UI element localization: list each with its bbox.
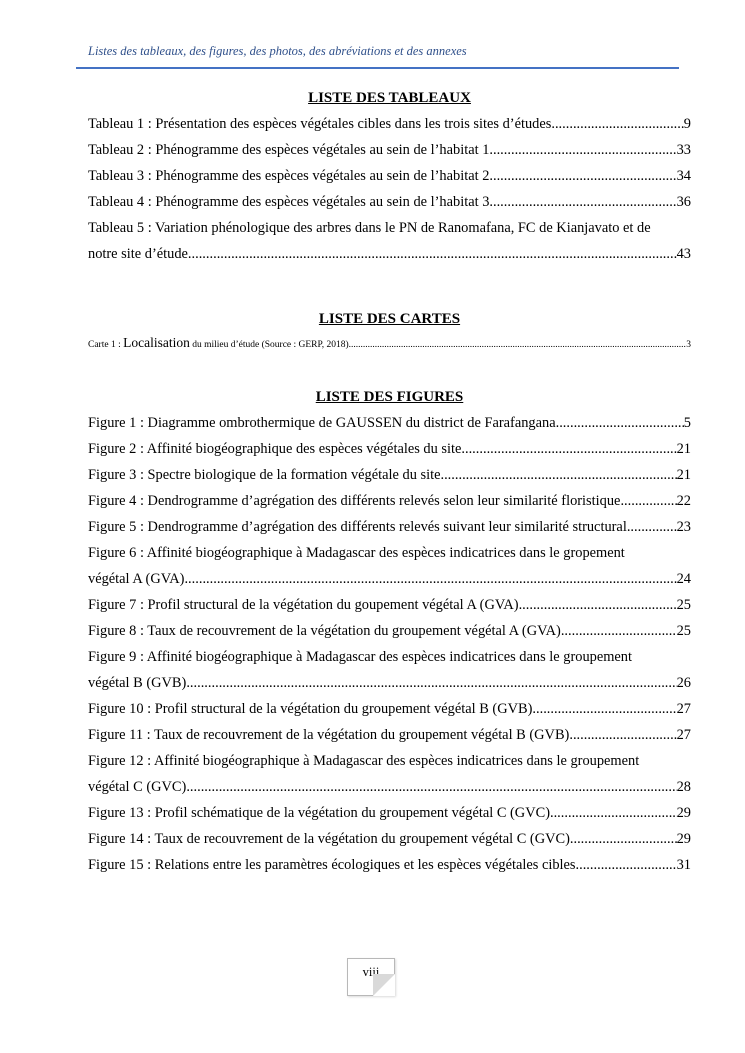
leader-dots: [532, 696, 676, 722]
toc-entry-tableau-1[interactable]: [88, 111, 691, 137]
page-content: [88, 88, 691, 878]
toc-entry-figure-10[interactable]: [88, 696, 691, 722]
cartes-title: LISTE DES CARTES: [318, 311, 461, 327]
toc-entry-figure-7[interactable]: [88, 592, 691, 618]
tableaux-title: LISTE DES TABLEAUX: [308, 90, 471, 106]
leader-dots: [461, 436, 676, 462]
toc-entry-text: Figure 4 : Dendrogramme d’agrégation des différents relevés selon leur similarité floristique: [88, 493, 621, 509]
toc-entry-page: 5: [683, 415, 691, 431]
leader-dots: [489, 163, 676, 189]
toc-entry-emphasis: Localisation: [123, 335, 190, 350]
toc-entry-page: 27: [676, 701, 691, 717]
leader-dots: [188, 241, 677, 267]
toc-entry-prefix: Carte 1 :: [88, 340, 124, 350]
toc-entry-text: végétal C (GVC): [88, 779, 187, 795]
page-number: viii: [362, 965, 380, 979]
toc-entry-tableau-3[interactable]: [88, 163, 691, 189]
leader-dots: [576, 852, 677, 878]
toc-entry-rest: du milieu d’étude (Source : GERP, 2018): [189, 340, 349, 350]
toc-entry-text: Tableau 3 : Phénogramme des espèces végétales au sein de l’habitat 2: [88, 168, 490, 184]
toc-entry-page: 36: [676, 194, 691, 210]
page-fold-corner: [373, 974, 395, 996]
toc-entry-page: 21: [676, 467, 691, 483]
cartes-list: [88, 335, 691, 353]
toc-entry-text-line1: Figure 12 : Affinité biogéographique à Madagascar des espèces indicatrices dans le groupement: [88, 753, 640, 769]
figures-title: LISTE DES FIGURES: [315, 389, 464, 405]
toc-entry-page: 23: [676, 519, 691, 535]
toc-entry-text: Tableau 1 : Présentation des espèces végétales cibles dans les trois sites d’études: [88, 116, 552, 132]
toc-entry-page: 31: [676, 857, 691, 873]
toc-entry-text: Figure 7 : Profil structural de la végétation du goupement végétal A (GVA): [88, 597, 519, 613]
leader-dots: [556, 410, 684, 436]
toc-entry-tableau-4[interactable]: [88, 189, 691, 215]
toc-entry-text-line1: Tableau 5 : Variation phénologique des arbres dans le PN de Ranomafana, FC de Kianjavato et de: [88, 220, 651, 236]
toc-entry-text-line1: Figure 9 : Affinité biogéographique à Madagascar des espèces indicatrices dans le groupement: [88, 649, 632, 665]
toc-entry-page: 28: [676, 779, 691, 795]
toc-entry-text: végétal A (GVA): [88, 571, 185, 587]
leader-dots: [627, 514, 677, 540]
toc-entry-page: 29: [676, 805, 691, 821]
leader-dots: [489, 189, 676, 215]
header-rule: [76, 67, 679, 69]
leader-dots: [551, 111, 683, 137]
toc-entry-carte-1[interactable]: [88, 335, 691, 353]
toc-entry-figure-3[interactable]: [88, 462, 691, 488]
toc-entry-figure-1[interactable]: [88, 410, 691, 436]
leader-dots: [620, 488, 676, 514]
toc-entry-tableau-2[interactable]: [88, 137, 691, 163]
leader-dots: [519, 592, 677, 618]
toc-entry-figure-5[interactable]: [88, 514, 691, 540]
toc-entry-figure-14[interactable]: [88, 826, 691, 852]
toc-entry-figure-15[interactable]: [88, 852, 691, 878]
toc-entry-figure-11[interactable]: [88, 722, 691, 748]
leader-dots: [561, 618, 677, 644]
toc-entry-page: 33: [676, 142, 691, 158]
toc-entry-page: 43: [676, 246, 691, 262]
toc-entry-text: Figure 1 : Diagramme ombrothermique de GAUSSEN du district de Farafangana: [88, 415, 556, 431]
leader-dots: [184, 566, 676, 592]
toc-entry-text: végétal B (GVB): [88, 675, 187, 691]
toc-entry-text: Figure 11 : Taux de recouvrement de la végétation du groupement végétal B (GVB): [88, 727, 570, 743]
toc-entry-line2: [88, 670, 691, 696]
leader-dots: [440, 462, 676, 488]
toc-entry-line2: [88, 566, 691, 592]
toc-entry-figure-2[interactable]: [88, 436, 691, 462]
toc-entry-text: Figure 5 : Dendrogramme d’agrégation des différents relevés suivant leur similarité structural: [88, 519, 627, 535]
toc-entry-text: Tableau 4 : Phénogramme des espèces végétales au sein de l’habitat 3: [88, 194, 490, 210]
toc-entry-page: 24: [676, 571, 691, 587]
toc-entry-figure-9[interactable]: [88, 644, 691, 696]
toc-entry-figure-4[interactable]: [88, 488, 691, 514]
toc-entry-text: Figure 15 : Relations entre les paramètres écologiques et les espèces végétales cibles: [88, 857, 576, 873]
toc-entry-text: Figure 13 : Profil schématique de la végétation du groupement végétal C (GVC): [88, 805, 550, 821]
leader-dots: [349, 337, 687, 353]
toc-entry-text: Figure 14 : Taux de recouvrement de la végétation du groupement végétal C (GVC): [88, 831, 570, 847]
toc-entry-page: 22: [676, 493, 691, 509]
leader-dots: [550, 800, 677, 826]
toc-entry-tableau-5[interactable]: [88, 215, 691, 267]
toc-entry-figure-13[interactable]: [88, 800, 691, 826]
toc-entry-text: notre site d’étude: [88, 246, 188, 262]
toc-entry-figure-6[interactable]: [88, 540, 691, 592]
toc-entry-line2: [88, 241, 691, 267]
toc-entry-page: 25: [676, 623, 691, 639]
toc-entry-figure-12[interactable]: [88, 748, 691, 800]
toc-entry-page: 26: [676, 675, 691, 691]
toc-entry-page: 29: [676, 831, 691, 847]
toc-entry-line2: [88, 774, 691, 800]
toc-entry-figure-8[interactable]: [88, 618, 691, 644]
toc-entry-text: Figure 2 : Affinité biogéographique des espèces végétales du site: [88, 441, 462, 457]
leader-dots: [489, 137, 676, 163]
toc-entry-text: Tableau 2 : Phénogramme des espèces végétales au sein de l’habitat 1: [88, 142, 490, 158]
leader-dots: [186, 774, 676, 800]
toc-entry-page: 9: [683, 116, 691, 132]
toc-entry-text-line1: Figure 6 : Affinité biogéographique à Madagascar des espèces indicatrices dans le gropement: [88, 545, 625, 561]
leader-dots: [186, 670, 676, 696]
toc-entry-page: 27: [676, 727, 691, 743]
toc-entry-text: [88, 335, 349, 353]
leader-dots: [569, 722, 676, 748]
page-number-box: [347, 958, 395, 996]
toc-entry-page: 34: [676, 168, 691, 184]
toc-entry-page: 25: [676, 597, 691, 613]
toc-entry-text: Figure 3 : Spectre biologique de la formation végétale du site: [88, 467, 441, 483]
toc-entry-page: 3: [686, 340, 691, 350]
figures-list: [88, 410, 691, 878]
running-header: Listes des tableaux, des figures, des photos, des abréviations et des annexes: [88, 44, 467, 58]
toc-entry-text: Figure 8 : Taux de recouvrement de la végétation du groupement végétal A (GVA): [88, 623, 561, 639]
toc-entry-text: Figure 10 : Profil structural de la végétation du groupement végétal B (GVB): [88, 701, 533, 717]
tableaux-list: [88, 111, 691, 267]
leader-dots: [570, 826, 677, 852]
toc-entry-page: 21: [676, 441, 691, 457]
